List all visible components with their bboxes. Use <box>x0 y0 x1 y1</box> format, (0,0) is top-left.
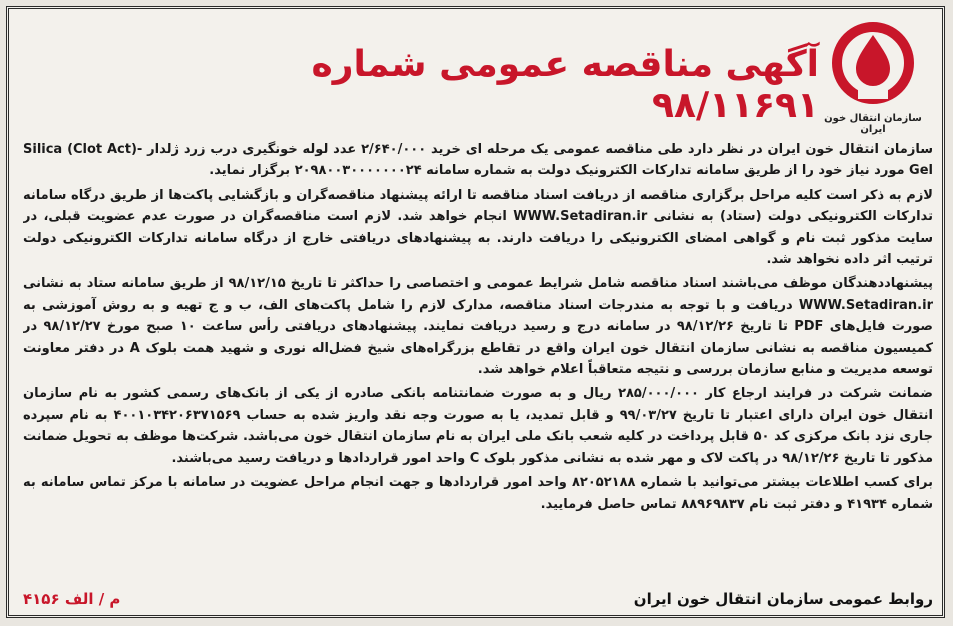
title-row <box>159 44 819 126</box>
paragraph-intro: سازمان انتقال خون ایران در نظر دارد طی مناقصه عمومی یک مرحله ای خرید ۲/۶۴۰/۰۰۰ عدد لوله خونگیری درب زرد ژلدار Silica (Clot Act)- Gel مورد نیاز خود را از طریق سامانه تدارکات الکترونیک دولت به شماره سامانه ۲۰۹۸۰۰۳۰۰۰۰۰۰۰۲۴ برگزار نماید. <box>23 142 933 179</box>
footer <box>23 586 933 612</box>
logo <box>818 21 928 141</box>
advertisement-sheet <box>6 6 945 618</box>
footer-reference: م / الف ۴۱۵۶ <box>23 590 121 608</box>
header <box>9 9 942 139</box>
paragraph-guarantee: ضمانت شرکت در فرایند ارجاع کار ۲۸۵/۰۰۰/۰۰۰ ریال و به صورت ضمانتنامه بانکی صادره از یکی از بانک‌های رسمی کشور به نام سازمان انتقال خون ایران دارای اعتبار تا تاریخ ۹۹/۰۳/۲۷ و قابل تمدید، یا به صورت وجه نقد واریز شده به حساب ۴۰۰۱۰۳۴۲۰۶۳۷۱۵۶۹ به نام سپرده جاری نزد بانک مرکزی کد ۵۰ قابل پرداخت در کلیه شعب بانک ملی ایران به نام سازمان انتقال خون می‌باشد. شرکت‌ها موظف به تحویل ضمانت مذکور تا تاریخ ۹۸/۱۲/۲۶ در پاکت لاک و مهر شده به نشانی مذکور بلوک C واحد امور قراردادها و دریافت رسید می‌باشند. <box>23 386 933 466</box>
announcement-body <box>23 139 933 579</box>
page-title: آگهی مناقصه عمومی شماره ۹۸/۱۱۶۹۱ <box>311 44 819 126</box>
paragraph-documents: پیشنهاددهندگان موظف می‌باشند اسناد مناقصه شامل شرایط عمومی و اختصاصی را حداکثر تا تاریخ ۹۸/۱۲/۱۵ از طریق سامانه ستاد به نشانی WWW.Setadiran.ir دریافت و با توجه به مندرجات اسناد مناقصه، مدارک لازم را شامل پاکت‌های الف، ب و ج تهیه و به روش آموزشی به صورت فایل‌های PDF تا تاریخ ۹۸/۱۲/۲۶ در سامانه درج و رسید دریافت نمایند. پیشنهادهای دریافتی رأس ساعت ۱۰ صبح مورخ ۹۸/۱۲/۲۷ در کمیسیون مناقصه به نشانی سازمان انتقال خون ایران واقع در تقاطع بزرگراه‌های شیخ فضل‌اله نوری و شهید همت بلوک A در دفتر معاونت توسعه مدیریت و منابع سازمان بررسی و نتیجه متعاقباً اعلام خواهد شد. <box>23 276 933 378</box>
blood-drop-logo-icon <box>818 21 928 111</box>
logo-caption: سازمان انتقال خون ایران <box>824 113 922 135</box>
paragraph-procedure: لازم به ذکر است کلیه مراحل برگزاری مناقصه از دریافت اسناد مناقصه تا ارائه پیشنهاد مناقصه‌گران و بازگشایی پاکت‌ها از طریق درگاه سامانه تدارکات الکترونیکی دولت (ستاد) به نشانی WWW.Setadiran.ir انجام خواهد شد. لازم است مناقصه‌گران در صورت عدم عضویت قبلی، در سایت مذکور ثبت نام و گواهی امضای الکترونیکی را دریافت دارند. به پیشنهادهای دریافتی خارج از درگاه سامانه تدارکات الکترونیکی دولت ترتیب اثر داده نخواهد شد. <box>23 187 933 268</box>
paragraph-contact: برای کسب اطلاعات بیشتر می‌توانید با شماره ۸۲۰۵۲۱۸۸ واحد امور قراردادها و جهت انجام مراحل عضویت در سامانه با مرکز تماس سامانه به شماره ۴۱۹۳۴ و دفتر ثبت نام ۸۸۹۶۹۸۳۷ تماس حاصل فرمایید. <box>23 475 933 512</box>
footer-publisher: روابط عمومی سازمان انتقال خون ایران <box>633 590 933 608</box>
